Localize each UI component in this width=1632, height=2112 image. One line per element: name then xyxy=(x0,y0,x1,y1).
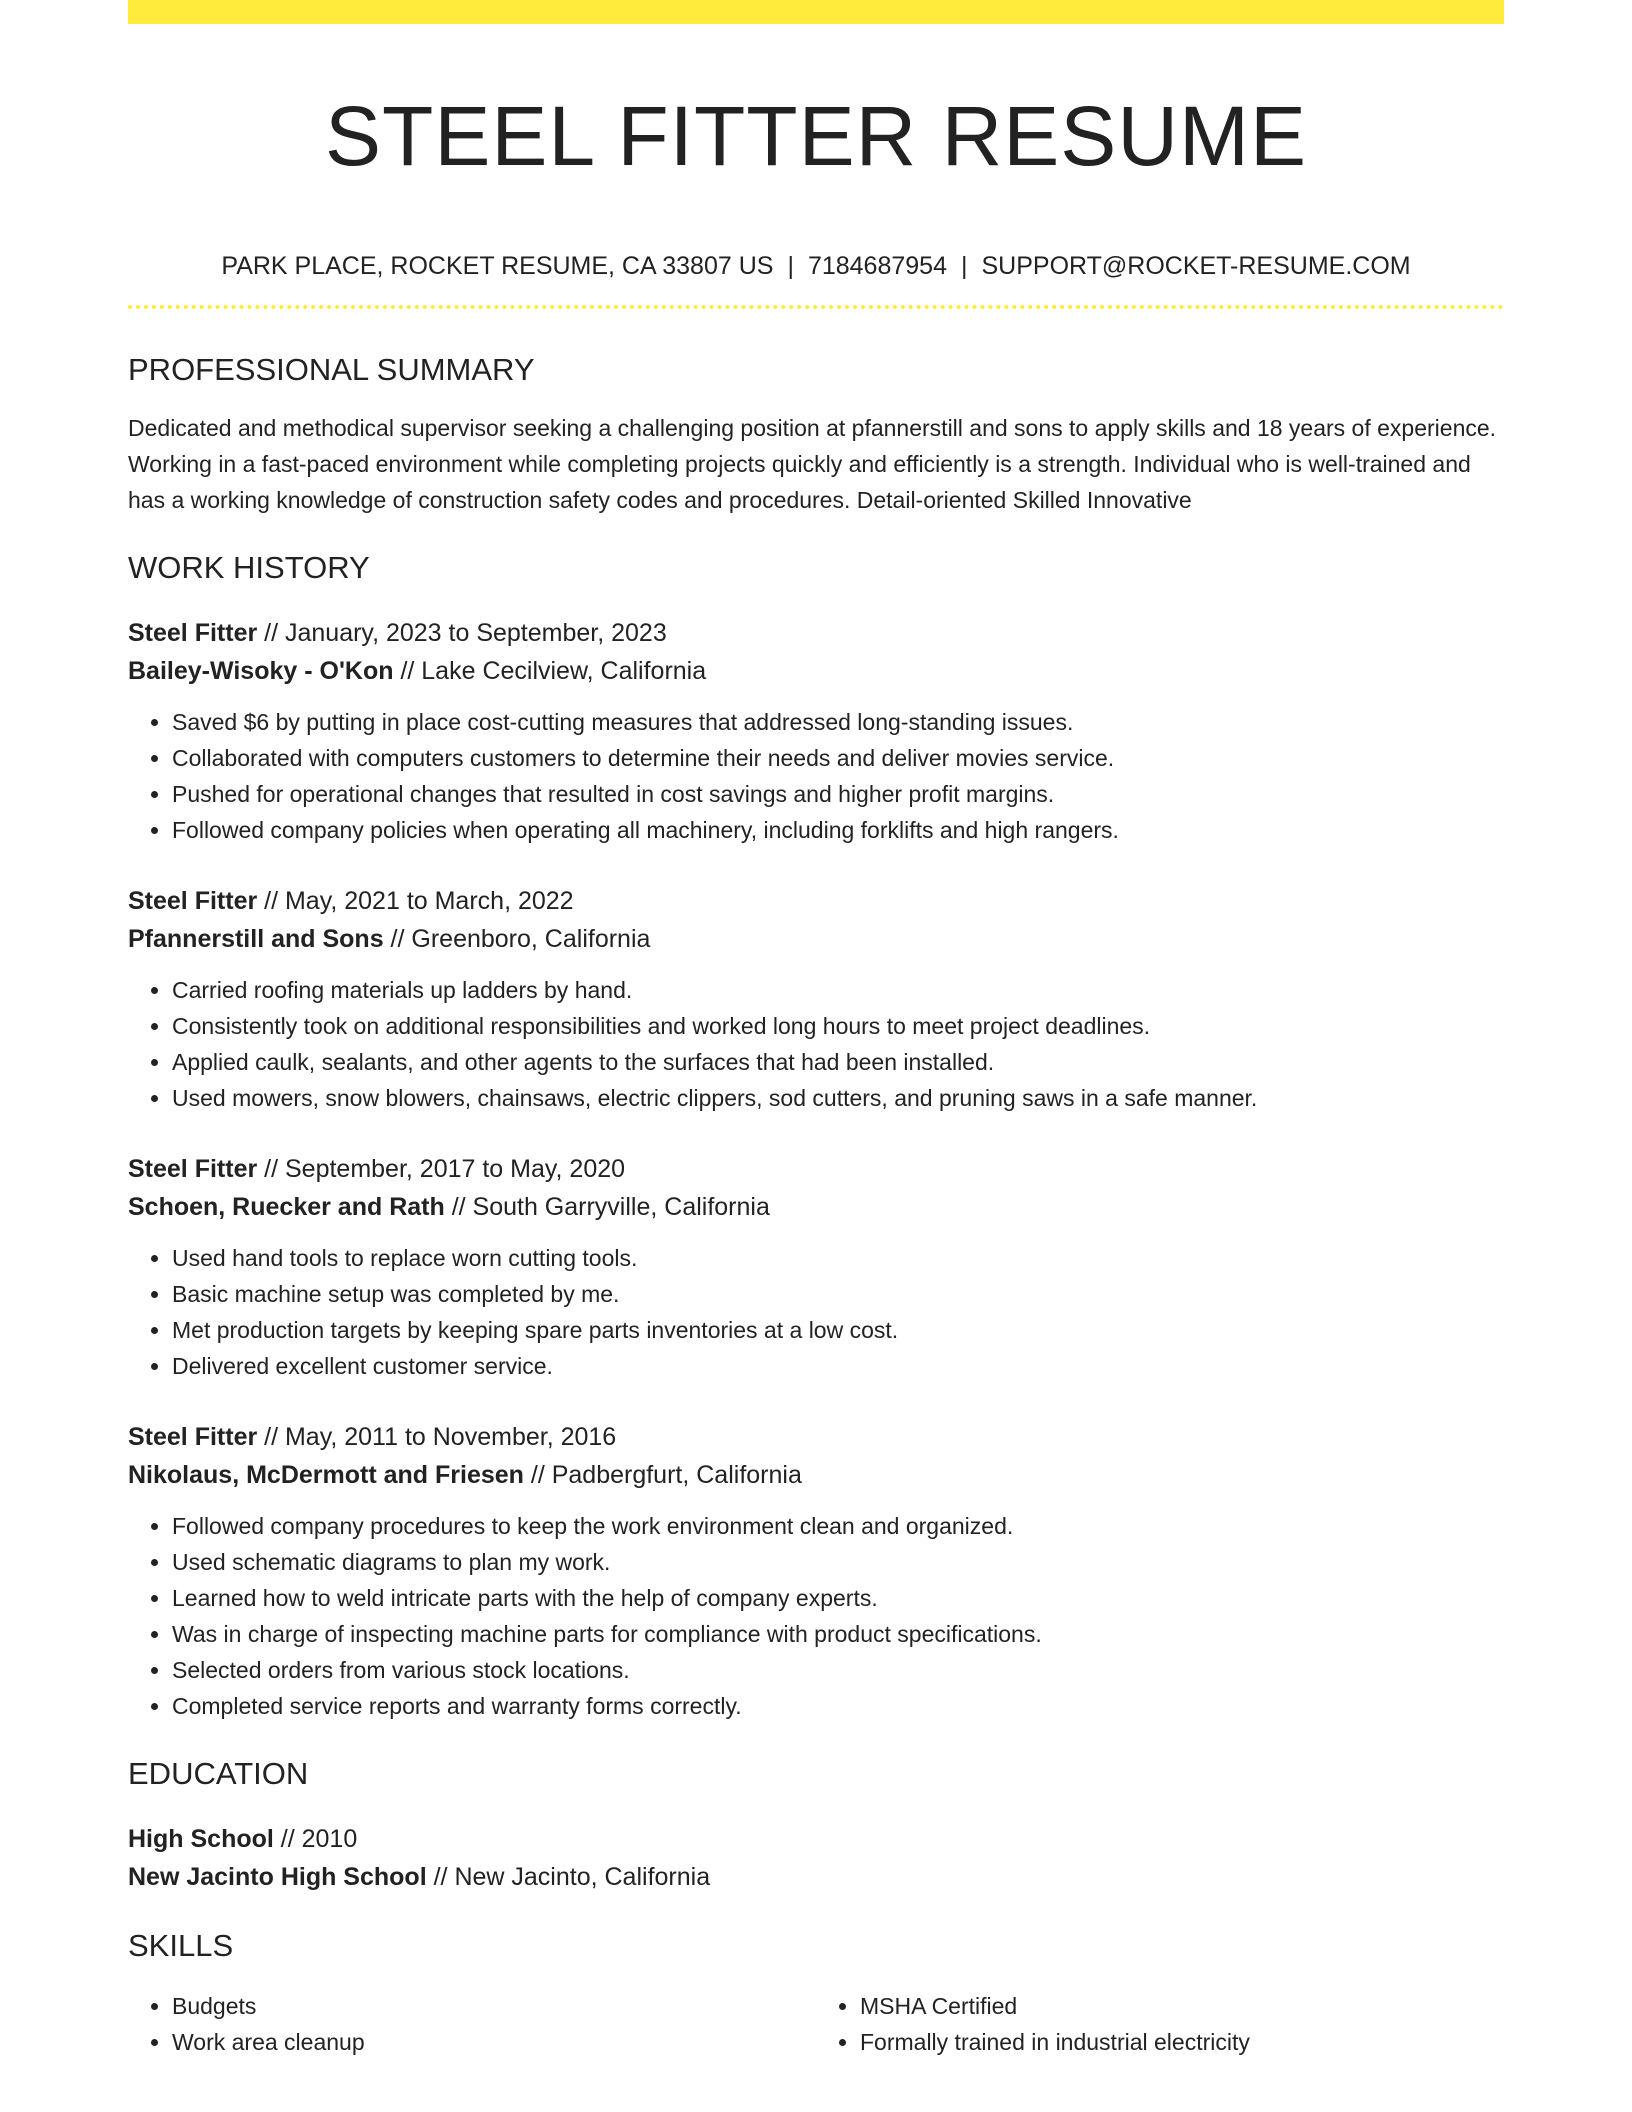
education-location: // New Jacinto, California xyxy=(426,1863,711,1891)
job-bullet: • Used mowers, snow blowers, chainsaws, electric clippers, sod cutters, and pruning saws in a safe manner. xyxy=(172,1080,1504,1116)
job-bullet: • Saved $6 by putting in place cost-cutting measures that addressed long-standing issues. xyxy=(172,704,1504,740)
job-location: // Greenboro, California xyxy=(383,925,651,953)
job-bullet: • Followed company policies when operating all machinery, including forklifts and high rangers. xyxy=(172,812,1504,848)
contact-phone: 7184687954 xyxy=(807,252,947,280)
job-company: Pfannerstill and Sons xyxy=(128,925,384,953)
job-bullets xyxy=(128,704,1504,848)
skill-item: • Work area cleanup xyxy=(172,2024,816,2060)
skills-list-left xyxy=(128,1988,816,2060)
job-bullet: • Met production targets by keeping spare parts inventories at a low cost. xyxy=(172,1312,1504,1348)
education-school-line xyxy=(128,1858,1504,1896)
education-degree-line xyxy=(128,1820,1504,1858)
job-bullet: • Basic machine setup was completed by me. xyxy=(172,1276,1504,1312)
job-bullet: • Completed service reports and warranty forms correctly. xyxy=(172,1688,1504,1724)
skill-item: • Formally trained in industrial electricity xyxy=(860,2024,1504,2060)
job-title: Steel Fitter xyxy=(128,1155,258,1183)
job-title-line xyxy=(128,614,1504,652)
job-bullets xyxy=(128,1240,1504,1384)
job-company-line xyxy=(128,920,1504,958)
job-bullet: • Followed company procedures to keep the work environment clean and organized. xyxy=(172,1508,1504,1544)
job-dates: // September, 2017 to May, 2020 xyxy=(257,1155,626,1183)
skills-list-right xyxy=(816,1988,1504,2060)
education-section xyxy=(128,1754,1504,1896)
job-title: Steel Fitter xyxy=(128,887,258,915)
job-dates: // May, 2021 to March, 2022 xyxy=(257,887,574,915)
job-dates: // May, 2011 to November, 2016 xyxy=(257,1423,617,1451)
job-company: Schoen, Ruecker and Rath xyxy=(128,1193,445,1221)
education-year: // 2010 xyxy=(273,1825,358,1853)
contact-email: SUPPORT@ROCKET-RESUME.COM xyxy=(981,252,1411,280)
job-bullet: • Used hand tools to replace worn cutting tools. xyxy=(172,1240,1504,1276)
job-bullet: • Learned how to weld intricate parts with the help of company experts. xyxy=(172,1580,1504,1616)
contact-separator: | xyxy=(787,252,794,280)
job-bullet: • Applied caulk, sealants, and other agents to the surfaces that had been installed. xyxy=(172,1044,1504,1080)
job-company: Nikolaus, McDermott and Friesen xyxy=(128,1461,524,1489)
accent-top-bar xyxy=(128,0,1504,24)
skill-item: • Budgets xyxy=(172,1988,816,2024)
education-heading: EDUCATION xyxy=(128,1756,309,1791)
contact-address: PARK PLACE, ROCKET RESUME, CA 33807 US xyxy=(221,252,774,280)
job-location: // Padbergfurt, California xyxy=(523,1461,802,1489)
job-bullet: • Selected orders from various stock locations. xyxy=(172,1652,1504,1688)
job-entry xyxy=(128,882,1504,1116)
skills-section xyxy=(128,1926,1504,2060)
job-title: Steel Fitter xyxy=(128,1423,258,1451)
job-location: // Lake Cecilview, California xyxy=(393,657,707,685)
job-bullet: • Pushed for operational changes that resulted in cost savings and higher profit margins. xyxy=(172,776,1504,812)
job-entry xyxy=(128,614,1504,848)
job-bullet: • Carried roofing materials up ladders by hand. xyxy=(172,972,1504,1008)
contact-separator: | xyxy=(960,252,968,280)
job-bullets xyxy=(128,972,1504,1116)
job-bullet: • Used schematic diagrams to plan my work. xyxy=(172,1544,1504,1580)
job-bullet: • Delivered excellent customer service. xyxy=(172,1348,1504,1384)
contact-line xyxy=(128,250,1504,282)
job-company-line xyxy=(128,652,1504,690)
work-history-section xyxy=(128,548,1504,1724)
job-company: Bailey-Wisoky - O'Kon xyxy=(128,657,394,685)
job-bullet: • Collaborated with computers customers to determine their needs and deliver movies service. xyxy=(172,740,1504,776)
resume-page xyxy=(128,0,1504,2060)
job-title-line xyxy=(128,1418,1504,1456)
job-dates: // January, 2023 to September, 2023 xyxy=(257,619,667,647)
job-company-line xyxy=(128,1188,1504,1226)
job-entry xyxy=(128,1150,1504,1384)
job-bullets xyxy=(128,1508,1504,1724)
education-degree: High School xyxy=(128,1825,274,1853)
skill-item: • MSHA Certified xyxy=(860,1988,1504,2024)
job-bullet: • Was in charge of inspecting machine parts for compliance with product specifications. xyxy=(172,1616,1504,1652)
skills-columns xyxy=(128,1988,1504,2060)
job-company-line xyxy=(128,1456,1504,1494)
job-location: // South Garryville, California xyxy=(444,1193,770,1221)
resume-title: STEEL FITTER RESUME xyxy=(324,89,1307,183)
education-school: New Jacinto High School xyxy=(128,1863,427,1891)
dotted-divider xyxy=(128,305,1504,309)
job-entry xyxy=(128,1418,1504,1724)
job-bullet: • Consistently took on additional responsibilities and worked long hours to meet project deadlines. xyxy=(172,1008,1504,1044)
education-entry xyxy=(128,1820,1504,1896)
summary-heading: PROFESSIONAL SUMMARY xyxy=(128,352,535,387)
summary-text: Dedicated and methodical supervisor seeking a challenging position at pfannerstill and sons to apply skills and 18 years of experience. Working in a fast-paced environment while completing projects quickly and efficiently is a strength. Individual who is well-trained and has a working knowledge of construction safety codes and procedures. Detail-oriented Skilled Innovative xyxy=(128,415,1497,513)
job-title-line xyxy=(128,1150,1504,1188)
work-history-heading: WORK HISTORY xyxy=(128,550,370,585)
job-title-line xyxy=(128,882,1504,920)
skills-heading: SKILLS xyxy=(128,1928,234,1963)
job-title: Steel Fitter xyxy=(128,619,258,647)
